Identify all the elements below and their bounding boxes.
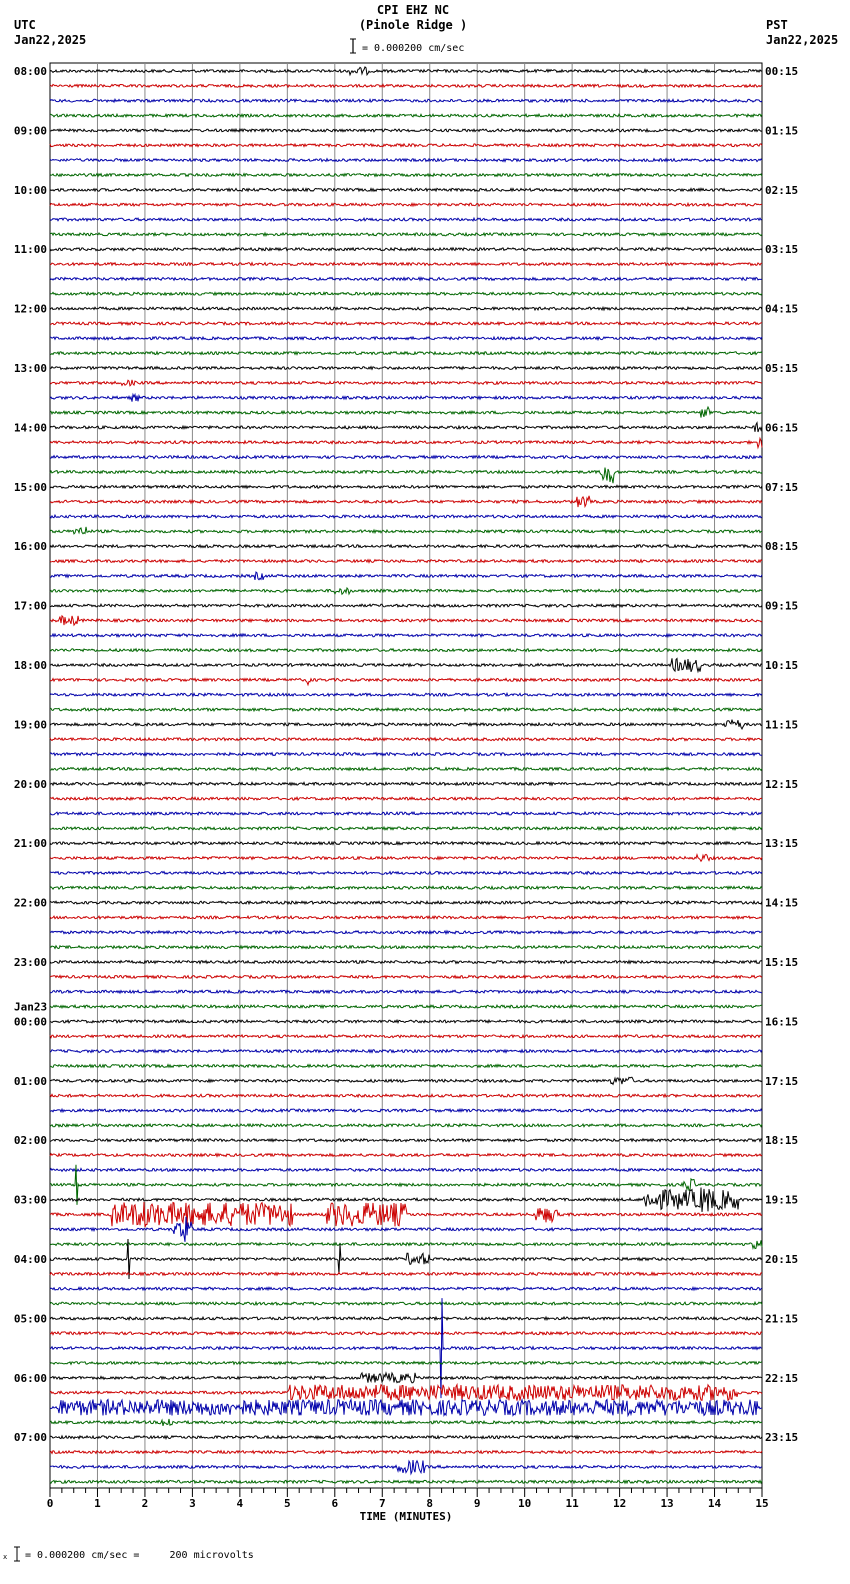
seismic-trace — [50, 1373, 762, 1383]
x-tick-label: 1 — [94, 1497, 101, 1510]
seismic-trace — [50, 827, 762, 830]
utc-hour-label: 16:00 — [13, 540, 47, 554]
seismic-trace — [50, 1077, 762, 1084]
seismic-trace — [50, 337, 762, 340]
utc-hour-label: 02:00 — [13, 1134, 47, 1148]
seismic-trace — [50, 931, 762, 934]
pst-time-label: 21:15 — [765, 1312, 799, 1326]
seismic-trace — [50, 1094, 762, 1097]
seismic-trace — [50, 1202, 762, 1227]
seismic-trace — [50, 456, 762, 459]
seismic-trace — [50, 1317, 762, 1320]
seismic-trace — [50, 1362, 762, 1365]
seismic-trace — [50, 1419, 762, 1426]
pst-time-label: 13:15 — [765, 837, 799, 851]
seismic-trace — [50, 768, 762, 771]
seismic-trace — [50, 616, 762, 625]
seismic-trace — [50, 395, 762, 402]
pst-time-label: 20:15 — [765, 1253, 799, 1266]
seismic-trace — [50, 159, 762, 162]
pst-time-label: 06:15 — [765, 421, 799, 435]
seismic-trace — [50, 854, 762, 861]
seismic-trace — [50, 916, 762, 919]
seismic-trace — [50, 1050, 762, 1053]
pst-time-label: 14:15 — [765, 896, 799, 910]
pst-time-label: 11:15 — [765, 718, 799, 732]
seismic-trace — [50, 1005, 762, 1008]
seismic-trace — [50, 114, 762, 117]
seismic-trace — [50, 1460, 762, 1474]
utc-hour-label: 01:00 — [13, 1074, 47, 1088]
seismic-trace — [50, 407, 762, 418]
pst-time-label: 02:15 — [765, 183, 799, 197]
seismic-trace — [50, 1385, 762, 1401]
seismic-trace — [50, 1065, 762, 1068]
utc-hour-label: 07:00 — [13, 1431, 47, 1445]
seismic-trace — [50, 99, 762, 102]
seismic-trace — [50, 1480, 762, 1483]
utc-hour-label: 17:00 — [13, 599, 47, 613]
seismic-trace — [50, 738, 762, 741]
seismic-trace — [50, 1109, 762, 1112]
utc-hour-label: 03:00 — [13, 1193, 47, 1207]
seismic-trace — [50, 218, 762, 221]
x-tick-label: 7 — [378, 1497, 386, 1510]
seismic-trace — [50, 515, 762, 518]
pst-time-label: 15:15 — [765, 956, 799, 969]
seismic-trace — [50, 976, 762, 979]
seismic-trace — [50, 1124, 762, 1127]
seismic-trace — [50, 604, 762, 607]
utc-hour-label: 04:00 — [13, 1253, 47, 1266]
seismic-trace — [50, 946, 762, 949]
seismic-trace — [50, 1139, 762, 1142]
x-tick-label: 13 — [660, 1497, 674, 1510]
utc-hour-label: 11:00 — [13, 243, 47, 257]
utc-hour-label: 13:00 — [13, 362, 47, 375]
station-title: CPI EHZ NC — [376, 3, 450, 17]
footer-scale-label: = 0.000200 cm/sec = 200 microvolts — [25, 1550, 254, 1561]
seismic-trace — [50, 797, 762, 800]
seismic-trace — [50, 263, 762, 266]
x-tick-label: 6 — [331, 1497, 339, 1510]
seismic-trace — [50, 545, 762, 548]
traces-group — [50, 67, 762, 1483]
svg-text:x: x — [3, 1553, 8, 1561]
x-tick-label: 3 — [189, 1497, 196, 1510]
pst-time-label: 16:15 — [765, 1015, 799, 1029]
seismic-trace — [50, 438, 762, 447]
pst-time-label: 07:15 — [765, 480, 799, 494]
x-tick-label: 14 — [707, 1497, 722, 1510]
seismic-trace — [50, 188, 762, 191]
pst-time-label: 00:15 — [765, 65, 799, 78]
utc-hour-label: 22:00 — [13, 896, 47, 910]
pst-time-label: 22:15 — [765, 1371, 799, 1385]
seismic-trace — [50, 708, 762, 711]
utc-hour-label: 14:00 — [13, 421, 47, 435]
pst-time-label: 09:15 — [765, 599, 799, 613]
seismic-trace — [50, 367, 762, 370]
pst-time-label: 05:15 — [765, 362, 799, 375]
seismic-trace — [50, 496, 762, 507]
utc-hour-label: 06:00 — [13, 1371, 47, 1385]
seismic-trace — [50, 634, 762, 637]
seismic-trace — [50, 307, 762, 310]
seismic-trace — [50, 782, 762, 785]
seismic-trace — [50, 753, 762, 756]
seismic-trace — [50, 842, 762, 845]
seismic-trace — [50, 203, 762, 206]
seismic-trace — [50, 720, 762, 729]
pst-time-label: 12:15 — [765, 777, 799, 791]
seismic-trace — [50, 886, 762, 889]
seismic-trace — [50, 1400, 762, 1416]
utc-hour-label: 18:00 — [13, 659, 47, 672]
seismic-trace — [50, 233, 762, 236]
utc-hour-label: 21:00 — [13, 837, 47, 851]
seismic-trace — [50, 990, 762, 993]
utc-date-label: Jan23 — [14, 1000, 48, 1014]
pst-time-label: 10:15 — [765, 659, 799, 672]
x-tick-label: 9 — [473, 1497, 481, 1510]
seismic-trace — [50, 1035, 762, 1038]
seismic-trace — [50, 901, 762, 904]
x-tick-label: 10 — [518, 1497, 532, 1510]
utc-hour-label: 10:00 — [13, 183, 47, 197]
utc-hour-label: 20:00 — [13, 777, 47, 791]
seismic-trace — [50, 1273, 762, 1276]
seismic-trace — [50, 1302, 762, 1305]
seismic-trace — [50, 812, 762, 815]
footer-scale-indicator — [3, 1545, 23, 1563]
seismic-trace — [50, 322, 762, 325]
x-tick-label: 12 — [612, 1497, 627, 1510]
x-axis-label: TIME (MINUTES) — [359, 1510, 453, 1523]
seismic-trace — [50, 588, 762, 594]
left-timezone: UTC — [14, 18, 36, 32]
seismic-trace — [50, 527, 762, 534]
seismic-trace — [50, 292, 762, 295]
left-date: Jan22,2025 — [14, 33, 87, 47]
seismic-trace — [50, 1154, 762, 1157]
pst-time-label: 17:15 — [765, 1074, 799, 1088]
x-tick-label: 0 — [46, 1497, 54, 1510]
seismic-trace — [50, 1240, 762, 1248]
x-tick-label: 15 — [755, 1497, 769, 1510]
seismic-trace — [50, 423, 762, 432]
utc-hour-label: 08:00 — [13, 65, 47, 78]
seismic-trace — [50, 144, 762, 147]
utc-hour-label: 19:00 — [13, 718, 47, 732]
seismic-trace — [50, 679, 762, 685]
right-timezone: PST — [766, 18, 788, 32]
seismic-trace — [50, 1020, 762, 1023]
right-date: Jan22,2025 — [766, 33, 839, 47]
seismic-trace — [50, 649, 762, 652]
seismic-trace — [50, 129, 762, 132]
utc-hour-label: 12:00 — [13, 302, 47, 316]
seismic-trace — [50, 1298, 762, 1398]
x-tick-label: 4 — [236, 1497, 244, 1510]
seismic-trace — [50, 658, 762, 672]
pst-time-label: 08:15 — [765, 540, 799, 554]
utc-hour-label: 00:00 — [13, 1015, 47, 1029]
seismic-trace — [50, 1332, 762, 1335]
x-tick-label: 2 — [141, 1497, 149, 1510]
pst-time-label: 18:15 — [765, 1134, 799, 1148]
seismic-trace — [50, 1451, 762, 1454]
seismic-trace — [50, 1165, 762, 1205]
seismic-trace — [50, 174, 762, 177]
seismic-trace — [50, 278, 762, 281]
x-tick-label: 8 — [426, 1497, 434, 1510]
seismic-trace — [50, 872, 762, 875]
pst-time-label: 19:15 — [765, 1193, 799, 1207]
utc-hour-label: 23:00 — [13, 956, 47, 969]
seismic-trace — [50, 1217, 762, 1242]
pst-time-label: 01:15 — [765, 124, 799, 138]
seismic-trace — [50, 1436, 762, 1439]
seismic-trace — [50, 67, 762, 75]
seismic-trace — [50, 485, 762, 488]
seismic-trace — [50, 1287, 762, 1290]
seismic-trace — [50, 1169, 762, 1172]
seismic-trace — [50, 352, 762, 355]
seismic-trace — [50, 572, 762, 580]
pst-time-label: 23:15 — [765, 1431, 799, 1445]
seismic-trace — [50, 961, 762, 964]
pst-time-label: 03:15 — [765, 243, 799, 257]
seismic-trace — [50, 380, 762, 386]
utc-hour-label: 15:00 — [13, 480, 47, 494]
x-tick-label: 5 — [284, 1497, 291, 1510]
utc-hour-label: 09:00 — [13, 124, 47, 138]
seismic-trace — [50, 248, 762, 251]
seismic-trace — [50, 468, 762, 484]
station-location: (Pinole Ridge ) — [358, 18, 468, 32]
pst-time-label: 04:15 — [765, 302, 799, 316]
utc-hour-label: 05:00 — [13, 1312, 47, 1326]
seismic-trace — [50, 85, 762, 88]
x-tick-label: 11 — [565, 1497, 579, 1510]
seismic-trace — [50, 693, 762, 696]
scale-label: = 0.000200 cm/sec — [362, 43, 465, 54]
seismic-trace — [50, 560, 762, 563]
